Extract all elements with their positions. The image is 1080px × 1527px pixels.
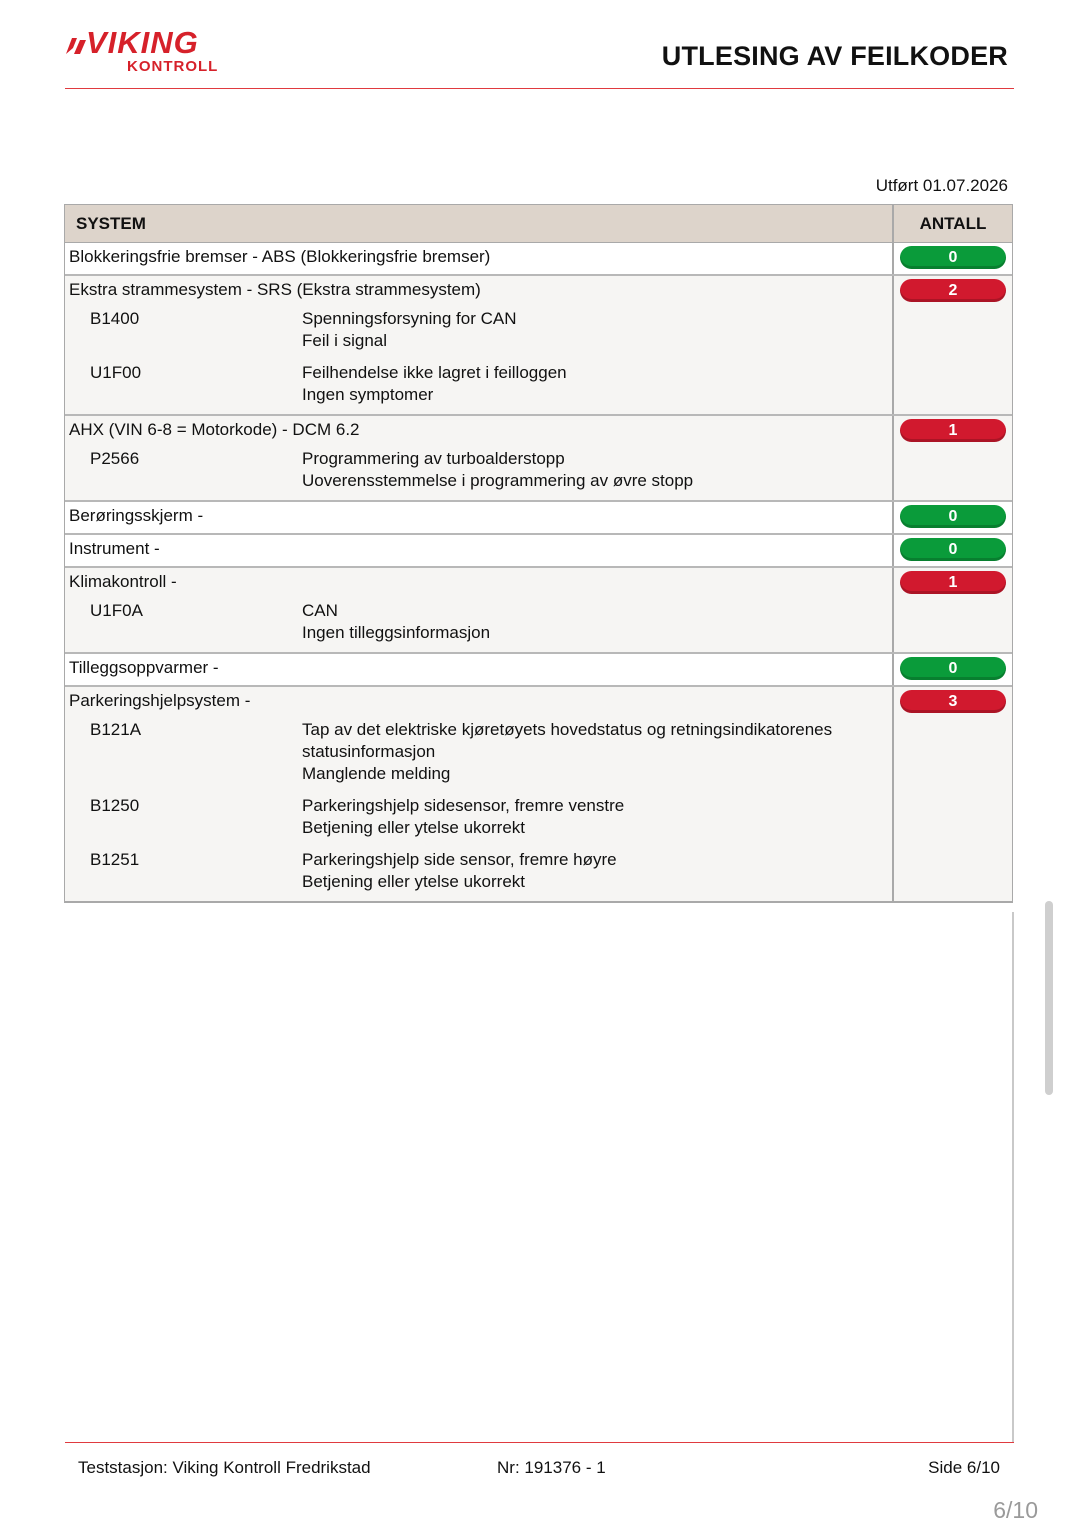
viewer-page-indicator: 6/10	[993, 1497, 1038, 1523]
description-line: Programmering av turboalderstopp	[302, 449, 565, 468]
table-row	[65, 687, 1012, 901]
fault-code-description	[302, 600, 892, 644]
table-body	[65, 243, 1012, 901]
count-cell	[894, 416, 1012, 500]
description-line: Manglende melding	[302, 764, 451, 783]
description-line: Parkeringshjelp sidesensor, fremre venstre	[302, 796, 625, 815]
fault-code-description	[302, 795, 892, 839]
count-badge: 0	[900, 657, 1006, 680]
table-row	[65, 502, 1012, 535]
fault-code-description	[302, 362, 892, 406]
fault-code-id: B1250	[90, 796, 140, 815]
description-line: Ingen symptomer	[302, 385, 434, 404]
count-cell	[894, 568, 1012, 652]
system-name: Klimakontroll -	[69, 572, 177, 591]
footer-page: Side 6/10	[928, 1458, 1000, 1477]
fault-code	[69, 308, 892, 352]
fault-code	[69, 719, 892, 785]
logo-flag-icon	[64, 34, 88, 56]
system-name: Blokkeringsfrie bremser - ABS (Blokkeringsfrie bremser)	[69, 247, 491, 266]
column-header-count: ANTALL	[919, 214, 987, 233]
fault-code	[69, 600, 892, 644]
viking-logo	[64, 25, 224, 78]
logo-subtitle: KONTROLL	[127, 58, 219, 75]
system-cell	[65, 276, 894, 414]
description-line: Betjening eller ytelse ukorrekt	[302, 872, 526, 891]
fault-code-id: B1251	[90, 850, 140, 869]
fault-code-id: B1400	[90, 309, 140, 328]
fault-code-id: B121A	[90, 720, 142, 739]
count-badge: 1	[900, 571, 1006, 594]
fault-code-table	[64, 204, 1013, 903]
count-cell	[894, 654, 1012, 685]
description-line: Spenningsforsyning for CAN	[302, 309, 517, 328]
count-cell	[894, 535, 1012, 566]
count-badge: 0	[900, 538, 1006, 561]
table-row	[65, 535, 1012, 568]
system-name: Instrument -	[69, 539, 160, 558]
count-badge: 2	[900, 279, 1006, 302]
fault-code-description	[302, 719, 892, 785]
fault-code	[69, 448, 892, 492]
fault-code-description	[302, 448, 892, 492]
table-row	[65, 276, 1012, 416]
table-header	[65, 205, 1012, 243]
description-line: Tap av det elektriske kjøretøyets hovedstatus og retningsindikatorenes statusinformasjon	[302, 720, 833, 761]
count-badge: 0	[900, 246, 1006, 269]
count-cell	[894, 276, 1012, 414]
fault-code-list	[69, 301, 892, 406]
system-cell	[65, 654, 894, 685]
count-cell	[894, 243, 1012, 274]
fault-code-id: U1F0A	[90, 601, 143, 620]
performed-date: Utført 01.07.2026	[875, 176, 1008, 195]
footer-divider	[65, 1442, 1014, 1443]
description-line: Betjening eller ytelse ukorrekt	[302, 818, 526, 837]
description-line: Uoverensstemmelse i programmering av øvre stopp	[302, 471, 694, 490]
footer-station: Teststasjon: Viking Kontroll Fredrikstad	[78, 1458, 371, 1477]
fault-code-description	[302, 308, 892, 352]
system-name: Parkeringshjelpsystem -	[69, 691, 251, 710]
count-badge: 1	[900, 419, 1006, 442]
count-cell	[894, 502, 1012, 533]
count-badge: 3	[900, 690, 1006, 713]
document-title: UTLESING AV FEILKODER	[661, 41, 1008, 71]
fault-code	[69, 849, 892, 893]
system-cell	[65, 535, 894, 566]
description-line: CAN	[302, 601, 338, 620]
system-name: AHX (VIN 6-8 = Motorkode) - DCM 6.2	[69, 420, 360, 439]
table-row	[65, 243, 1012, 276]
table-row	[65, 654, 1012, 687]
system-cell	[65, 416, 894, 500]
count-cell	[894, 687, 1012, 901]
header-divider	[65, 88, 1014, 89]
fault-code-list	[69, 712, 892, 893]
fault-code	[69, 362, 892, 406]
system-cell	[65, 687, 894, 901]
logo-word: VIKING	[86, 25, 199, 60]
system-cell	[65, 568, 894, 652]
count-badge: 0	[900, 505, 1006, 528]
table-row	[65, 568, 1012, 654]
system-cell	[65, 243, 894, 274]
description-line: Feilhendelse ikke lagret i feilloggen	[302, 363, 567, 382]
fault-code	[69, 795, 892, 839]
footer-number: Nr: 191376 - 1	[497, 1458, 606, 1477]
system-name: Tilleggsoppvarmer -	[69, 658, 219, 677]
description-line: Feil i signal	[302, 331, 388, 350]
system-cell	[65, 502, 894, 533]
system-name: Berøringsskjerm -	[69, 506, 204, 525]
page-edge	[1012, 912, 1014, 1442]
fault-code-list	[69, 593, 892, 644]
description-line: Ingen tilleggsinformasjon	[302, 623, 491, 642]
scrollbar[interactable]	[1045, 901, 1053, 1095]
fault-code-description	[302, 849, 892, 893]
column-header-system: SYSTEM	[65, 205, 894, 242]
table-row	[65, 416, 1012, 502]
fault-code-id: U1F00	[90, 363, 142, 382]
fault-code-id: P2566	[90, 449, 140, 468]
description-line: Parkeringshjelp side sensor, fremre høyre	[302, 850, 617, 869]
system-name: Ekstra strammesystem - SRS (Ekstra strammesystem)	[69, 280, 481, 299]
fault-code-list	[69, 441, 892, 492]
